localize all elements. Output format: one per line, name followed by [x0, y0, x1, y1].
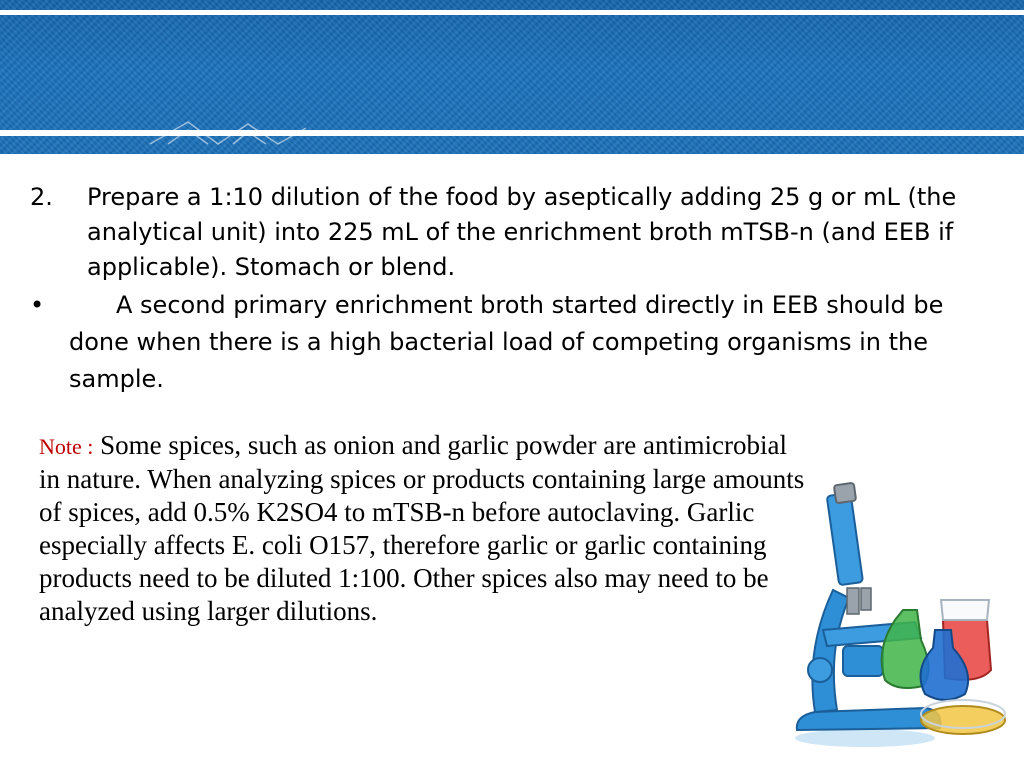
note-label: Note : — [39, 434, 94, 459]
microscope-flask-illustration — [775, 480, 1015, 750]
step-text: Prepare a 1:10 dilution of the food by aseptically adding 25 g or mL (the analytical unit) into 225 mL of the enrichment broth mTSB-n (and EEB if applicable). Stomach or blend. — [87, 183, 957, 281]
note-block — [39, 429, 809, 628]
bullet-text: A second primary enrichment broth started directly in EEB should be done when there is a high bacterial load of competing organisms in the sample. — [69, 291, 944, 393]
step-item — [30, 180, 980, 285]
note-text: Some spices, such as onion and garlic powder are antimicrobial in nature. When analyzing spices or products containing large amounts of spices, add 0.5% K2SO4 to mTSB-n before autoclaving. Garlic especially affects E. coli O157, therefore garlic or garlic containing products need to be diluted 1:100. Other spices also may need to be analyzed using larger dilutions. — [39, 430, 805, 626]
bullet-symbol: • — [30, 291, 45, 319]
bullet-item — [30, 287, 980, 398]
step-number: 2. — [30, 183, 53, 211]
